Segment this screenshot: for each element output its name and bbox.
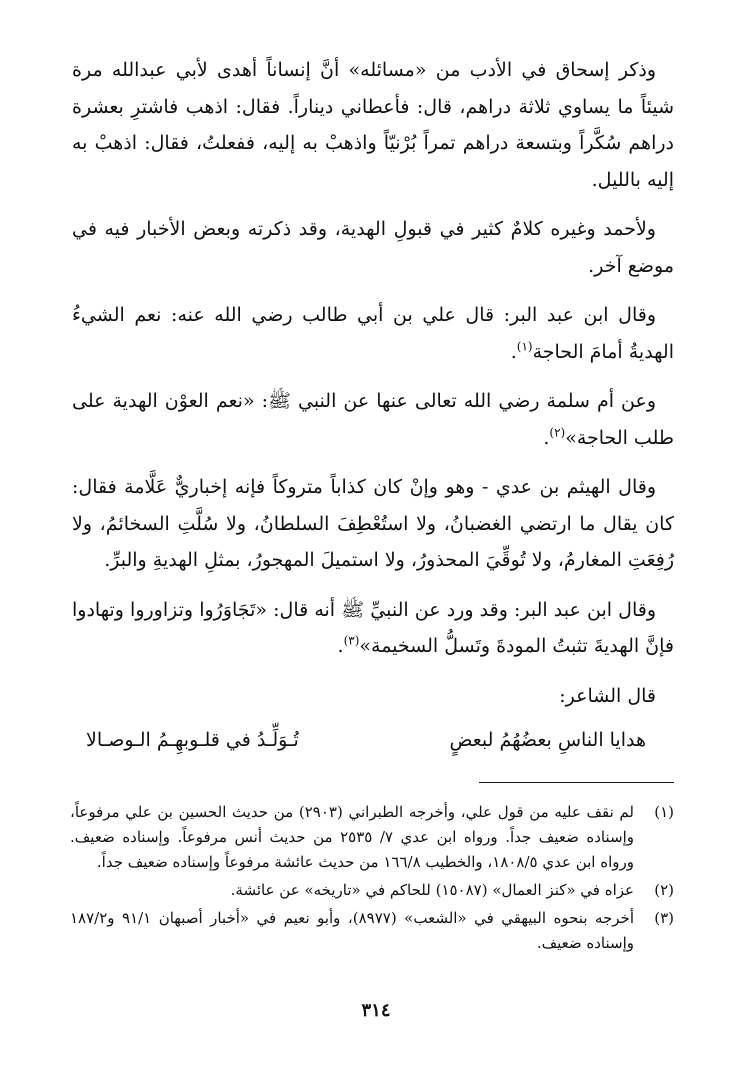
page-number: ٣١٤ bbox=[361, 1000, 391, 1021]
paragraph-haytham bbox=[72, 469, 674, 579]
paragraph-haytham-text: وقال الهيثم بن عدي - وهو وإنْ كان كذاباً متروكاً فإنه إخباريٌّ عَلَّامة فقال: كان يقال ما ارتضي الغضبانُ، ولا استُعْطِفَ السلطانُ، ولا سُلَّتِ السخائمُ، ولا رُفِعَتِ المغارمُ، ولا تُوقِّيَ المحذورُ، ولا استميلَ المهجورُ، بمثلِ الهديةِ والبرِّ. bbox=[72, 476, 674, 571]
paragraph-ibn-abd-albarr-ali: وقال ابن عبد البر: قال علي بن أبي طالب رضي الله عنه: نعم الشيءُ الهديةُ أمامَ الحاجة$^{(١)}$. bbox=[72, 304, 674, 363]
paragraph-ahmad bbox=[72, 211, 674, 284]
footnote-ref-3[interactable]: (٣) bbox=[343, 633, 360, 648]
footnote-1 bbox=[70, 800, 674, 875]
paragraph-hadith-text: وقال ابن عبد البر: وقد ورد عن النبيِّ ﷺ أنه قال: «تَجَاوَرُوا وتزاوروا وتهادوا فإنَّ الهديةَ تثبتُ المودةَ وتَسلُّ السخيمة» bbox=[72, 598, 674, 657]
poem-hemistich-first: هدايا الناسِ بعضُهُمُ لبعضٍ bbox=[449, 729, 646, 751]
footnote-number: (١) bbox=[654, 803, 674, 821]
footnote-divider bbox=[479, 782, 674, 783]
footnote-number: (٢) bbox=[654, 881, 674, 899]
footnotes bbox=[70, 800, 674, 959]
footnote-number: (٣) bbox=[654, 909, 674, 927]
footnote-ref-1[interactable]: (١) bbox=[516, 339, 533, 354]
footnote-3 bbox=[70, 906, 674, 956]
main-text bbox=[72, 52, 674, 759]
footnote-text: أخرجه بنحوه البيهقي في «الشعب» (٨٩٧٧)، وأبو نعيم في «أخبار أصبهان ٩١/١ و١٨٧/٢ وإسناده ضعيف. bbox=[70, 909, 635, 952]
paragraph-ishaq bbox=[72, 52, 674, 198]
poet-label: قال الشاعر: bbox=[559, 684, 656, 707]
poem-hemistich-second: تُـوَلِّـدُ في قلـوبهِـمُ الـوصـالا bbox=[86, 729, 299, 751]
footnote-ref-2[interactable]: (٢) bbox=[549, 425, 566, 440]
paragraph-umm-salama: وعن أم سلمة رضي الله تعالى عنها عن النبي ﷺ: «نعم العوْن الهدية على طلب الحاجة»$^{(٢)}$. bbox=[72, 390, 674, 449]
paragraph-hadith-tahadu: وقال ابن عبد البر: وقد ورد عن النبيِّ ﷺ أنه قال: «تَجَاوَرُوا وتزاوروا وتهادوا فإنَّ الهديةَ تثبتُ المودةَ وتَسلُّ السخيمة»$^{(٣)}$. bbox=[72, 598, 674, 657]
poem-verse bbox=[86, 722, 646, 759]
paragraph-ali-text: وقال ابن عبد البر: قال علي بن أبي طالب رضي الله عنه: نعم الشيءُ الهديةُ أمامَ الحاجة bbox=[72, 304, 674, 363]
paragraph-umm-salama-text: وعن أم سلمة رضي الله تعالى عنها عن النبي ﷺ: «نعم العوْن الهدية على طلب الحاجة» bbox=[72, 390, 674, 449]
footnote-text: عزاه في «كنز العمال» (١٥٠٨٧) للحاكم في «تاريخه» عن عائشة. bbox=[230, 881, 634, 899]
paragraph-ishaq-text: وذكر إسحاق في الأدب من «مسائله» أنَّ إنساناً أهدى لأبي عبدالله مرة شيئاً ما يساوي ثلاثة دراهم، قال: فأعطاني ديناراً. فقال: اذهب فاشترِ بعشرة دراهم سُكَّراً وبتسعة دراهم تمراً بُرْنيّاً واذهبْ به إليه، ففعلتُ، فقال: اذهبْ به إليه بالليل. bbox=[72, 59, 674, 191]
footnote-2 bbox=[70, 878, 674, 903]
paragraph-ahmad-text: ولأحمد وغيره كلامٌ كثير في قبولِ الهدية، وقد ذكرته وبعض الأخبار فيه في موضع آخر. bbox=[72, 218, 674, 277]
footnote-text: لم نقف عليه من قول علي، وأخرجه الطبراني (٢٩٠٣) من حديث الحسين بن علي مرفوعاً، وإسناده ضعيف جداً. ورواه ابن عدي ٧/ ٢٥٣٥ من حديث أنس مرفوعاً. وإسناده ضعيف. ورواه ابن عدي ١٨٠٨/٥، والخطيب ١٦٦/٨ من حديث عائشة مرفوعاً وإسناده ضعيف جداً. bbox=[70, 803, 634, 871]
